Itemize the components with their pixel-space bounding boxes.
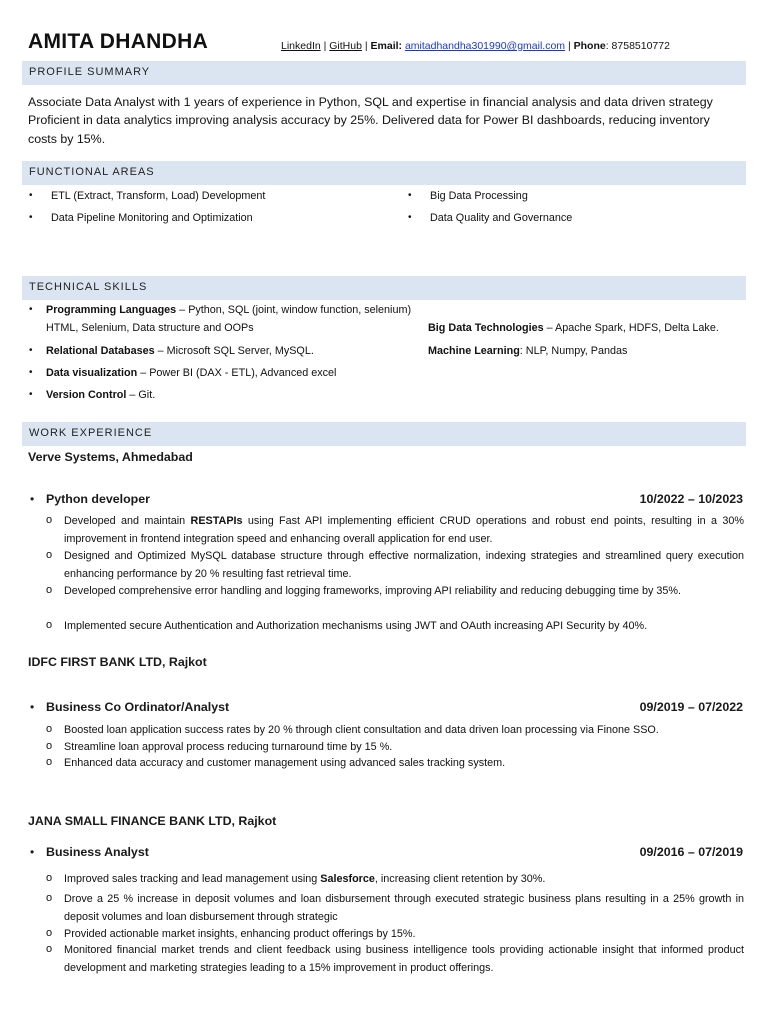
profile-summary-text: Associate Data Analyst with 1 years of experience in Python, SQL and expertise in financial analysis and data driven strategy Proficient in data analytics improving analysis accuracy by 25%. Delivered data for Power BI dashboards, reducing inventory costs by 15%. bbox=[28, 95, 713, 146]
skill-bigdata bbox=[428, 322, 719, 334]
job-role: Python developer bbox=[46, 492, 150, 506]
job-dates: 09/2019 – 07/2022 bbox=[639, 700, 743, 714]
job-bullet: Monitored financial market trends and client feedback using business intelligence tools providing actionable insight that informed product development and marketing strategies leading to a 15% improvement in product offerings. bbox=[64, 944, 744, 974]
bullet-emphasis: Salesforce bbox=[320, 873, 375, 885]
profile-summary-header bbox=[22, 61, 746, 85]
section-title: TECHNICAL SKILLS bbox=[29, 281, 148, 293]
skill-label: Big Data Technologies bbox=[428, 322, 544, 334]
functional-item: Data Pipeline Monitoring and Optimization bbox=[51, 212, 253, 224]
job-bullet bbox=[64, 513, 744, 548]
skill-visualization bbox=[46, 367, 336, 379]
skill-databases bbox=[46, 345, 314, 357]
sub-bullet-icon: o bbox=[46, 549, 53, 561]
sub-bullet-icon: o bbox=[46, 892, 53, 904]
sub-bullet-icon: o bbox=[46, 943, 53, 955]
sub-bullet-icon: o bbox=[46, 740, 53, 752]
job-bullet: Designed and Optimized MySQL database structure through effective normalization, indexing strategies and streamlined query execution enhancing performance by 20 % resulting fast retrieval time. bbox=[64, 550, 744, 580]
section-title: FUNCTIONAL AREAS bbox=[29, 166, 155, 178]
email-link[interactable]: amitadhandha301990@gmail.com bbox=[404, 40, 566, 52]
bullet-text: using Fast API implementing efficient CRUD operations and robust end points, resulting in a 30% improvement in frontend integration speed and enhancing overall application for end user. bbox=[64, 515, 745, 545]
skill-label: Version Control bbox=[46, 389, 127, 401]
job-bullet: Enhanced data accuracy and customer management using advanced sales tracking system. bbox=[64, 757, 506, 769]
section-title: WORK EXPERIENCE bbox=[29, 427, 153, 439]
job-dates: 09/2016 – 07/2019 bbox=[639, 845, 743, 859]
github-link[interactable]: GitHub bbox=[329, 40, 362, 52]
skill-label: Machine Learning bbox=[428, 345, 520, 357]
skill-programming-cont: HTML, Selenium, Data structure and OOPs bbox=[46, 322, 254, 334]
phone-number: : 8758510772 bbox=[605, 40, 670, 52]
skill-value: : NLP, Numpy, Pandas bbox=[519, 345, 628, 357]
bullet-icon: • bbox=[29, 212, 33, 223]
skill-value: – Git. bbox=[126, 389, 156, 401]
functional-areas-header bbox=[22, 161, 746, 185]
skill-value: – Python, SQL (joint, window function, selenium) bbox=[176, 304, 412, 316]
bullet-text: , increasing client retention by 30%. bbox=[374, 873, 546, 885]
job-bullet: Provided actionable market insights, enhancing product offerings by 15%. bbox=[64, 928, 416, 940]
job-role: Business Co Ordinator/Analyst bbox=[46, 700, 230, 714]
sub-bullet-icon: o bbox=[46, 872, 53, 884]
bullet-icon: • bbox=[29, 389, 33, 400]
skill-programming bbox=[46, 304, 411, 316]
skill-label: Relational Databases bbox=[46, 345, 155, 357]
bullet-icon: • bbox=[29, 304, 33, 315]
bullet-text: Improved sales tracking and lead management using bbox=[64, 873, 321, 885]
bullet-icon: • bbox=[29, 345, 33, 356]
bullet-icon: • bbox=[408, 212, 412, 223]
sub-bullet-icon: o bbox=[46, 723, 53, 735]
candidate-name: AMITA DHANDHA bbox=[28, 30, 209, 53]
skill-value: – Microsoft SQL Server, MySQL. bbox=[154, 345, 314, 357]
skill-label: Programming Languages bbox=[46, 304, 177, 316]
separator: | bbox=[361, 40, 371, 52]
skill-ml bbox=[428, 345, 627, 357]
bullet-icon: • bbox=[29, 367, 33, 378]
technical-skills-header bbox=[22, 276, 746, 300]
sub-bullet-icon: o bbox=[46, 927, 53, 939]
job-bullet bbox=[64, 871, 744, 889]
functional-item: Data Quality and Governance bbox=[430, 212, 573, 224]
skill-value: – Apache Spark, HDFS, Delta Lake. bbox=[543, 322, 719, 334]
sub-bullet-icon: o bbox=[46, 619, 53, 631]
bullet-icon: • bbox=[30, 845, 35, 859]
linkedin-link[interactable]: LinkedIn bbox=[281, 40, 321, 52]
contact-line bbox=[281, 40, 670, 52]
bullet-emphasis: RESTAPIs bbox=[190, 515, 243, 527]
bullet-icon: • bbox=[29, 190, 33, 201]
job-bullet: Streamline loan approval process reducing turnaround time by 15 %. bbox=[64, 741, 393, 753]
job-dates: 10/2022 – 10/2023 bbox=[639, 492, 743, 506]
job-bullet: Implemented secure Authentication and Authorization mechanisms using JWT and OAuth increasing API Security by 40%. bbox=[64, 620, 648, 632]
functional-item: Big Data Processing bbox=[430, 190, 528, 202]
separator: | bbox=[565, 40, 574, 52]
section-title: PROFILE SUMMARY bbox=[29, 66, 151, 78]
phone-label: Phone bbox=[573, 40, 606, 52]
sub-bullet-icon: o bbox=[46, 514, 53, 526]
skill-value: – Power BI (DAX - ETL), Advanced excel bbox=[137, 367, 337, 379]
company-name: IDFC FIRST BANK LTD, Rajkot bbox=[28, 655, 207, 669]
job-bullet: Developed comprehensive error handling and logging frameworks, improving API reliability and reducing debugging time by 35%. bbox=[64, 585, 681, 597]
work-experience-header bbox=[22, 422, 746, 446]
skill-label: Data visualization bbox=[46, 367, 138, 379]
functional-item: ETL (Extract, Transform, Load) Development bbox=[51, 190, 266, 202]
bullet-icon: • bbox=[408, 190, 412, 201]
bullet-icon: • bbox=[30, 492, 35, 506]
company-name: JANA SMALL FINANCE BANK LTD, Rajkot bbox=[28, 814, 277, 828]
bullet-text: Developed and maintain bbox=[64, 515, 191, 527]
skill-version-control bbox=[46, 389, 155, 401]
job-bullet: Drove a 25 % increase in deposit volumes and loan disbursement through executed strategic business plans resulting in a 25% growth in deposit volumes and loan disbursement through strategic bbox=[64, 893, 744, 923]
sub-bullet-icon: o bbox=[46, 584, 53, 596]
company-name: Verve Systems, Ahmedabad bbox=[28, 450, 193, 464]
bullet-icon: • bbox=[30, 700, 35, 714]
job-bullet: Boosted loan application success rates by 20 % through client consultation and data driven loan processing via Finone SSO. bbox=[64, 724, 659, 736]
email-label: Email: bbox=[370, 40, 403, 52]
job-role: Business Analyst bbox=[46, 845, 149, 859]
separator: | bbox=[320, 40, 330, 52]
sub-bullet-icon: o bbox=[46, 756, 53, 768]
